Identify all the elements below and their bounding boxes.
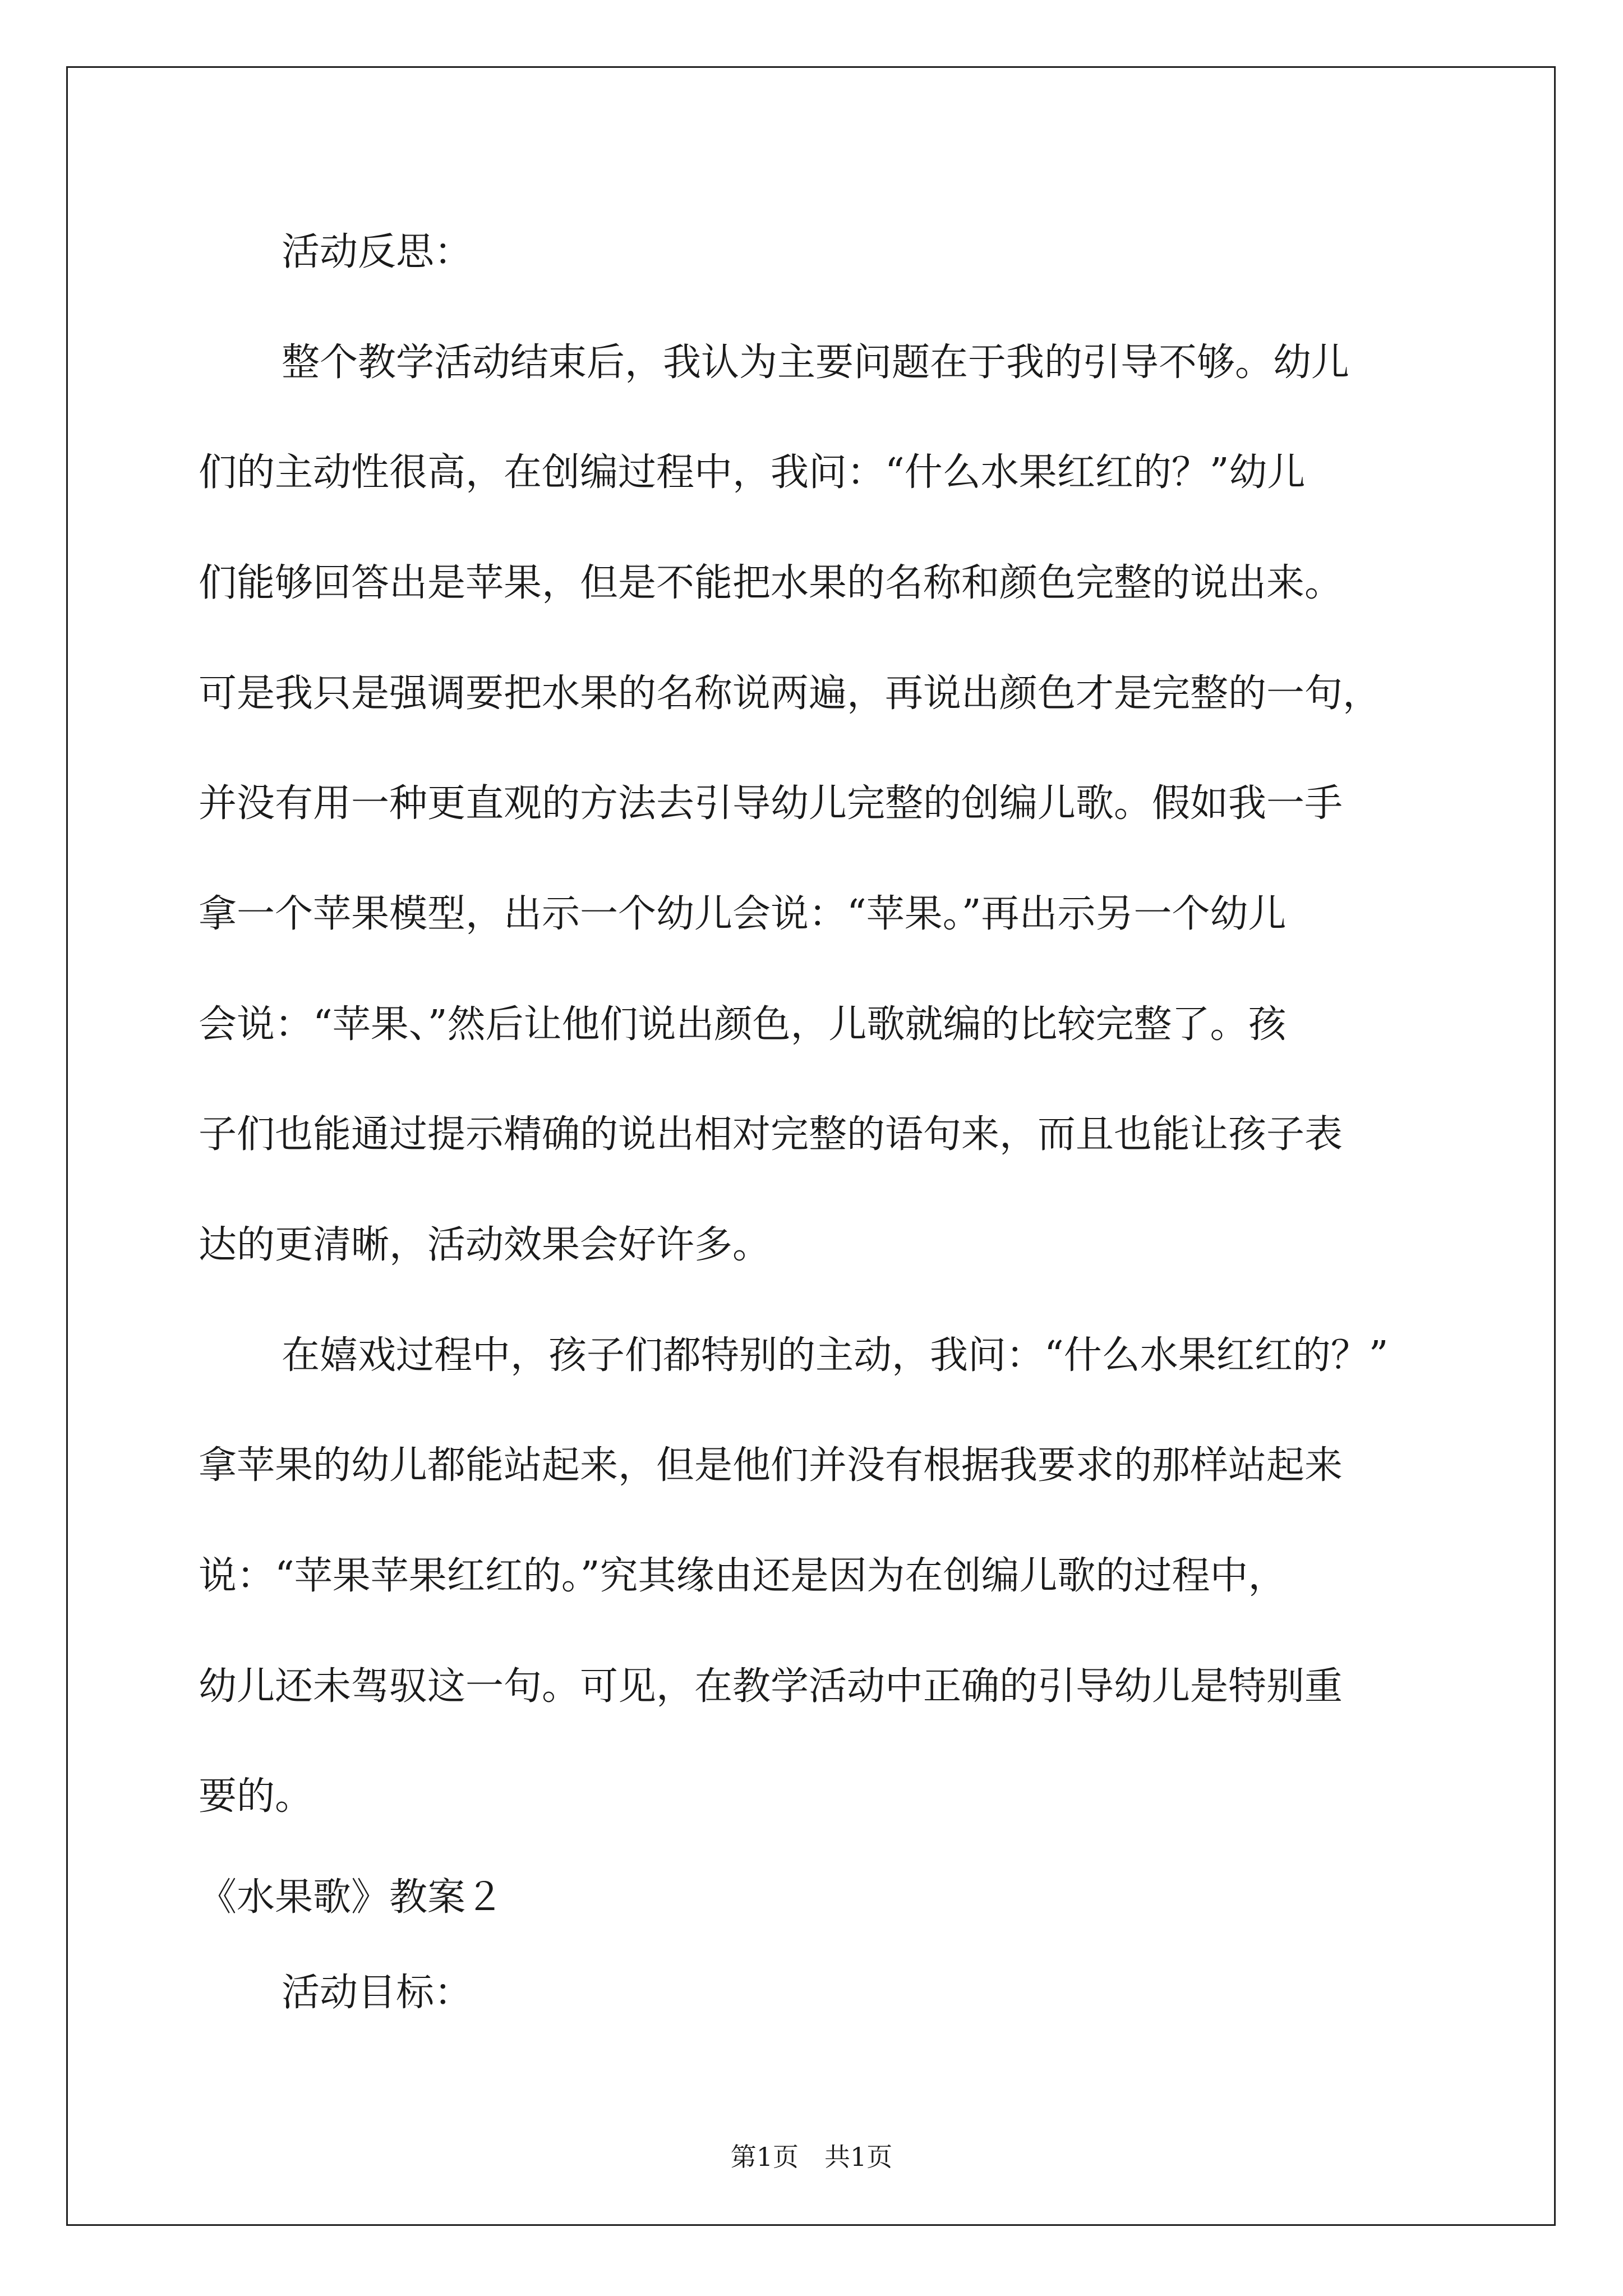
paragraph-line: 子们也能通过提示精确的说出相对完整的语句来，而且也能让孩子表 bbox=[199, 1112, 1343, 1157]
page-footer bbox=[0, 2140, 1623, 2174]
paragraph-line: 在嬉戏过程中，孩子们都特别的主动，我问：“什么水果红红的？” bbox=[282, 1333, 1389, 1378]
paragraph-line: 可是我只是强调要把水果的名称说两遍，再说出颜色才是完整的一句， bbox=[199, 671, 1381, 716]
section-heading-reflection: 活动反思： bbox=[282, 230, 473, 274]
paragraph-line: 要的。 bbox=[199, 1774, 313, 1819]
page-total: 共1页 bbox=[824, 2142, 893, 2172]
paragraph-line: 拿苹果的幼儿都能站起来，但是他们并没有根据我要求的那样站起来 bbox=[199, 1443, 1343, 1488]
paragraph-line: 幼儿还未驾驭这一句。可见，在教学活动中正确的引导幼儿是特别重 bbox=[199, 1664, 1343, 1709]
paragraph-line: 达的更清晰，活动效果会好许多。 bbox=[199, 1223, 771, 1267]
paragraph-line: 会说：“苹果、”然后让他们说出颜色，儿歌就编的比较完整了。孩 bbox=[199, 1002, 1287, 1047]
paragraph-line: 们的主动性很高，在创编过程中，我问：“什么水果红红的？”幼儿 bbox=[199, 450, 1306, 495]
paragraph-line: 并没有用一种更直观的方法去引导幼儿完整的创编儿歌。假如我一手 bbox=[199, 781, 1343, 826]
section-heading-objectives: 活动目标： bbox=[282, 1971, 473, 2015]
paragraph-line: 说：“苹果苹果红红的。”究其缘由还是因为在创编儿歌的过程中， bbox=[199, 1554, 1287, 1598]
paragraph-line: 整个教学活动结束后，我认为主要问题在于我的引导不够。幼儿 bbox=[282, 341, 1350, 385]
page-number: 第1页 bbox=[730, 2142, 799, 2172]
paragraph-line: 拿一个苹果模型，出示一个幼儿会说：“苹果。”再出示另一个幼儿 bbox=[199, 892, 1287, 936]
lesson-plan-title: 《水果歌》教案２ bbox=[199, 1875, 504, 1920]
paragraph-line: 们能够回答出是苹果，但是不能把水果的名称和颜色完整的说出来。 bbox=[199, 561, 1343, 605]
